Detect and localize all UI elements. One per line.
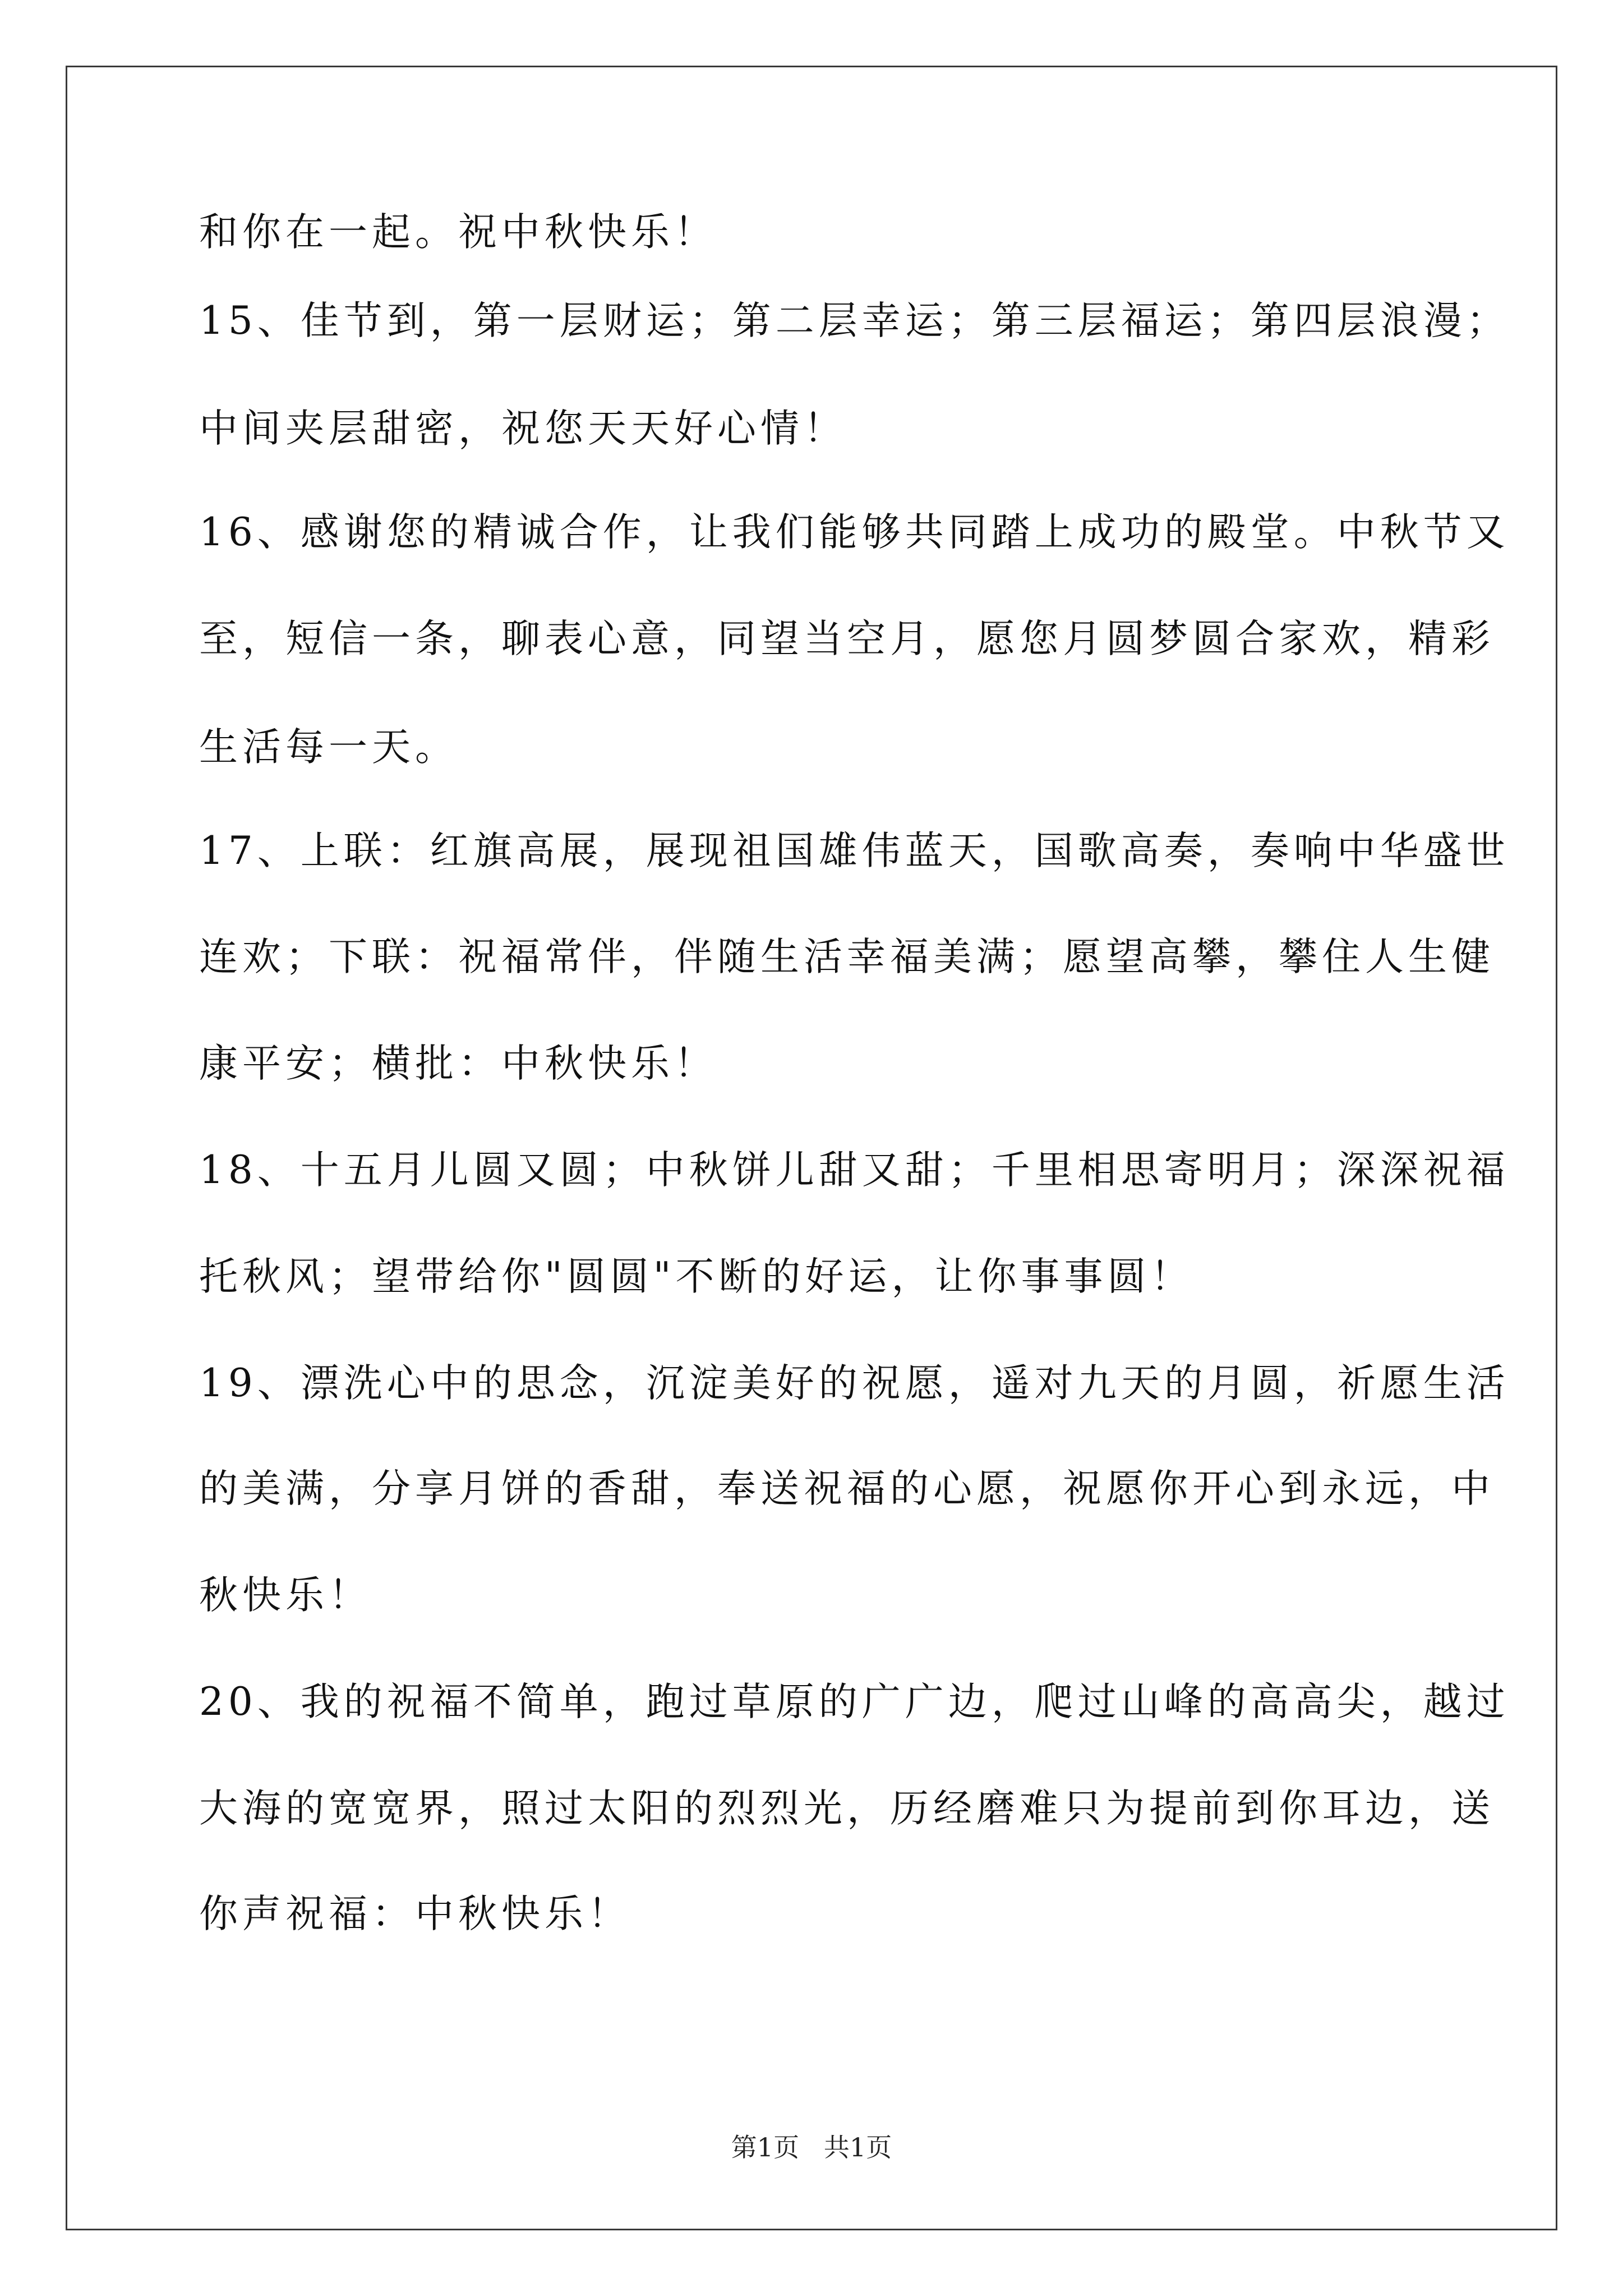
text-line: 大海的宽宽界，照过太阳的烈烈光，历经磨难只为提前到你耳边，送	[199, 1786, 1495, 1831]
text-line: 的美满，分享月饼的香甜，奉送祝福的心愿，祝愿你开心到永远，中	[199, 1466, 1495, 1511]
text-line: 16、感谢您的精诚合作，让我们能够共同踏上成功的殿堂。中秋节又	[199, 510, 1510, 555]
page-footer: 第1页 共1页	[731, 2132, 892, 2162]
text-line: 秋快乐！	[199, 1573, 372, 1618]
text-line: 和你在一起。祝中秋快乐！	[199, 210, 717, 255]
text-line: 至，短信一条，聊表心意，同望当空月，愿您月圆梦圆合家欢，精彩	[199, 616, 1495, 661]
text-line: 19、漂洗心中的思念，沉淀美好的祝愿，遥对九天的月圆，祈愿生活	[199, 1361, 1510, 1406]
text-line: 生活每一天。	[199, 725, 458, 770]
text-line: 20、我的祝福不简单，跑过草原的广广边，爬过山峰的高高尖，越过	[199, 1680, 1510, 1724]
text-line: 18、十五月儿圆又圆；中秋饼儿甜又甜；千里相思寄明月；深深祝福	[199, 1148, 1510, 1193]
text-line: 托秋风；望带给你"圆圆"不断的好运，让你事事圆！	[199, 1254, 1194, 1299]
text-line: 康平安；横批：中秋快乐！	[199, 1041, 717, 1086]
text-line: 你声祝福：中秋快乐！	[199, 1892, 631, 1936]
text-line: 15、佳节到，第一层财运；第二层幸运；第三层福运；第四层浪漫；	[199, 298, 1510, 343]
text-line: 连欢；下联：祝福常伴，伴随生活幸福美满；愿望高攀，攀住人生健	[199, 935, 1495, 979]
text-line: 中间夹层甜密，祝您天天好心情！	[199, 406, 847, 451]
text-line: 17、上联：红旗高展，展现祖国雄伟蓝天，国歌高奏，奏响中华盛世	[199, 829, 1510, 873]
